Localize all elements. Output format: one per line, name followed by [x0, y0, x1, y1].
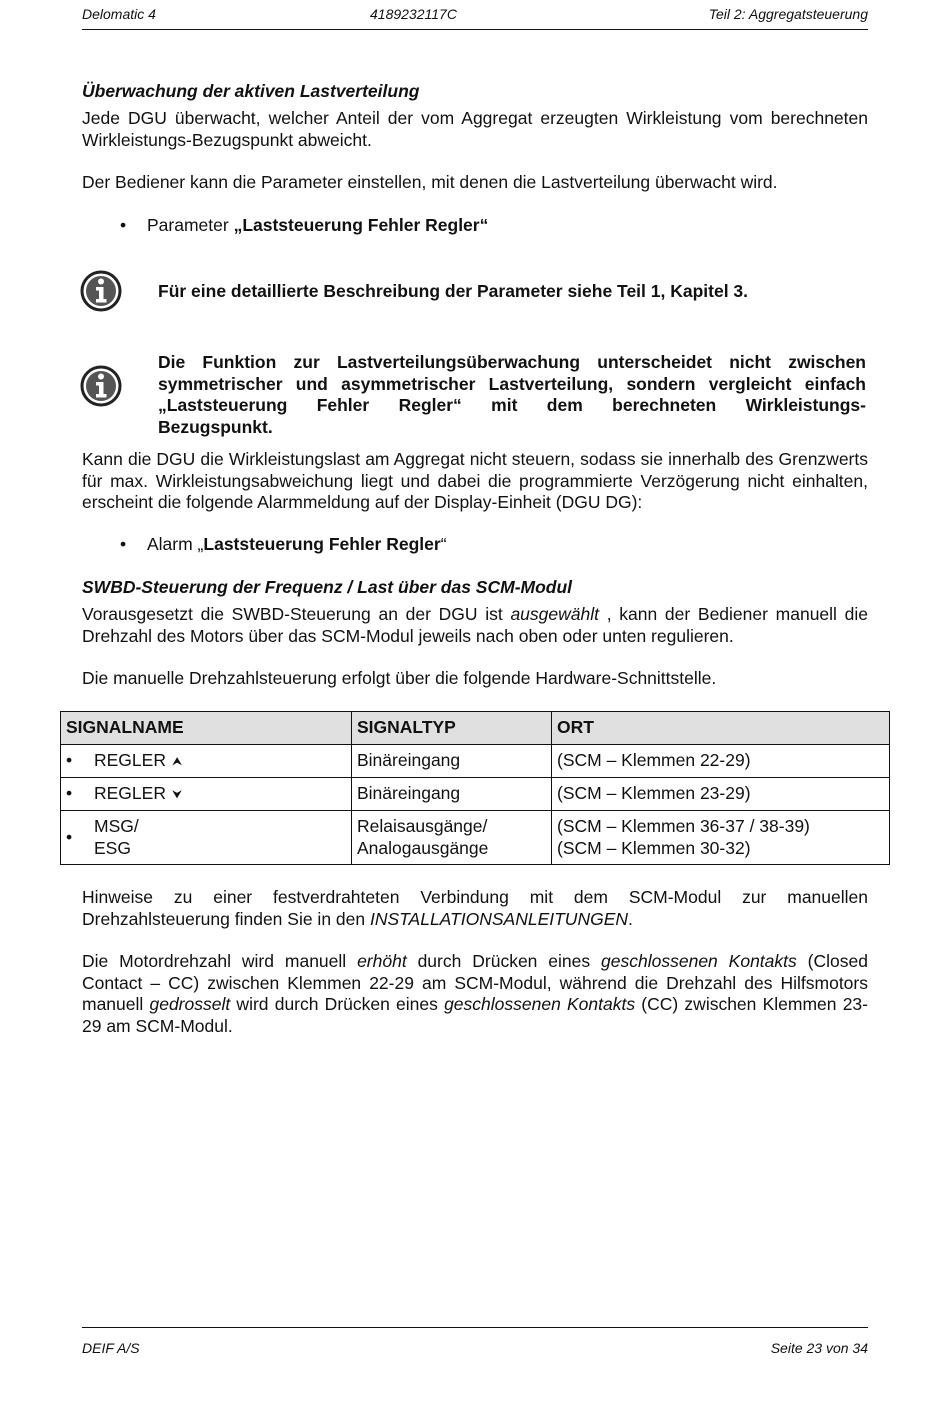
info-icon — [80, 365, 122, 407]
signal-name: MSG/ — [94, 816, 139, 836]
signal-location-cell — [552, 811, 890, 865]
footer-company: DEIF A/S — [82, 1340, 140, 1356]
page-footer — [82, 1327, 868, 1356]
signal-location-cell: (SCM – Klemmen 23-29) — [552, 778, 890, 811]
header-product: Delomatic 4 — [82, 6, 156, 22]
signal-type-cell: Binäreingang — [352, 778, 552, 811]
table-row — [61, 811, 890, 865]
text: wird durch Drücken eines — [230, 994, 445, 1014]
header-doc-number: 4189232117C — [370, 6, 457, 22]
footer-page-number: Seite 23 von 34 — [770, 1340, 868, 1356]
note-parameter-reference: Für eine detaillierte Beschreibung der Parameter siehe Teil 1, Kapitel 3. — [158, 281, 749, 301]
text: , kann der Bediener manuell die Drehzahl des Motors über das SCM-Modul jeweils nach oben oder unten regulieren. — [82, 604, 869, 646]
paragraph-installation-reference — [82, 887, 868, 930]
emphasis: geschlossenen Kontakts — [601, 951, 797, 971]
section-heading-swbd: SWBD-Steuerung der Frequenz / Last über das SCM-Modul — [82, 577, 573, 597]
note-line: „Laststeuerung Fehler Regler“ mit dem berechneten Wirkleistungs- — [158, 395, 866, 415]
alarm-prefix: Alarm „ — [147, 534, 204, 554]
text: (CC) zwischen Klemmen 23-29 am SCM-Modul. — [82, 994, 868, 1036]
emphasis: erhöht — [357, 951, 407, 971]
list-item-alarm — [120, 534, 447, 556]
text: Die Motordrehzahl wird manuell — [82, 951, 358, 971]
emphasis: geschlossenen Kontakts — [444, 994, 636, 1014]
text: durch Drücken eines — [406, 951, 602, 971]
signal-type-cell — [352, 811, 552, 865]
bullet-dot: • — [120, 534, 127, 554]
signal-type-cell: Binäreingang — [352, 745, 552, 778]
parameter-prefix: Parameter — [147, 215, 234, 235]
table-row — [61, 745, 890, 778]
arrow-down-icon: ⮟ — [171, 786, 183, 801]
signal-name-cell — [61, 811, 352, 865]
bullet-dot: • — [66, 750, 73, 771]
paragraph-dgu-monitoring: Jede DGU überwacht, welcher Anteil der vom Aggregat erzeugten Wirkleistung vom berechneten Wirkleistungs-Bezugspunkt abweicht. — [82, 108, 868, 150]
bullet-dot: • — [120, 215, 127, 235]
emphasis: INSTALLATIONSANLEITUNGEN — [369, 908, 628, 929]
signal-name-cell — [61, 778, 352, 811]
column-header-signaltyp: SIGNALTYP — [352, 712, 552, 745]
emphasis: ausgewählt — [510, 604, 599, 624]
paragraph-speed-control — [82, 951, 868, 1037]
list-item-parameter — [120, 215, 488, 237]
signal-location-cell: (SCM – Klemmen 22-29) — [552, 745, 890, 778]
signal-name: REGLER — [94, 782, 166, 803]
signal-name: ESG — [94, 837, 131, 858]
alarm-suffix: “ — [440, 534, 447, 554]
section-heading-load-sharing: Überwachung der aktiven Lastverteilung — [82, 81, 420, 101]
note-line: symmetrischer und asymmetrischer Lastverteilung, sondern vergleicht einfach — [158, 373, 866, 394]
column-header-ort: ORT — [552, 712, 890, 745]
column-header-signalname: SIGNALNAME — [61, 712, 352, 745]
header-chapter: Teil 2: Aggregatsteuerung — [708, 6, 868, 22]
bullet-dot: • — [66, 783, 73, 804]
paragraph-hardware-interface: Die manuelle Drehzahlsteuerung erfolgt über die folgende Hardware-Schnittstelle. — [82, 668, 717, 688]
arrow-up-icon: ⮝ — [171, 753, 183, 768]
signal-name: REGLER — [94, 749, 166, 770]
parameter-name: „Laststeuerung Fehler Regler“ — [233, 215, 489, 235]
signal-type: Relaisausgänge/ — [357, 816, 488, 836]
signal-name-cell — [61, 745, 352, 778]
page-header — [82, 5, 868, 30]
paragraph-swbd-control — [82, 604, 868, 647]
bullet-dot: • — [66, 826, 73, 847]
signal-name-lines — [94, 816, 139, 859]
alarm-name: Laststeuerung Fehler Regler — [203, 534, 441, 554]
table-row — [61, 778, 890, 811]
text: Hinweise zu einer festverdrahteten Verbindung mit dem SCM-Modul zur manuellen Drehzahlsteuerung finden Sie in den — [82, 887, 868, 929]
text: (Closed Contact – CC) zwischen Klemmen 22-29 am SCM-Modul, während die Drehzahl des Hilfsmotors manuell — [82, 951, 868, 1014]
signal-location: (SCM – Klemmen 30-32) — [557, 837, 751, 858]
paragraph-operator-parameters: Der Bediener kann die Parameter einstellen, mit denen die Lastverteilung überwacht wird. — [82, 172, 778, 192]
signal-table — [60, 711, 890, 865]
emphasis: gedrosselt — [149, 994, 231, 1014]
signal-type: Analogausgänge — [357, 837, 489, 858]
paragraph-alarm-condition: Kann die DGU die Wirkleistungslast am Aggregat nicht steuern, sodass sie innerhalb des Grenzwerts für max. Wirkleistungsabweichung liegt und dabei die programmierte Verzögerung nicht einhalten, erscheint die folgende Alarmmeldung auf der Display-Einheit (DGU DG): — [82, 449, 868, 512]
text: Vorausgesetzt die SWBD-Steuerung an der DGU ist — [82, 604, 511, 624]
text: . — [628, 908, 633, 929]
note-load-sharing-function — [158, 352, 866, 438]
info-icon — [80, 270, 122, 312]
note-line: Bezugspunkt. — [158, 416, 273, 437]
signal-location: (SCM – Klemmen 36-37 / 38-39) — [557, 816, 810, 836]
note-line: Die Funktion zur Lastverteilungsüberwachung unterscheidet nicht zwischen — [158, 352, 866, 372]
table-header-row — [61, 712, 890, 745]
